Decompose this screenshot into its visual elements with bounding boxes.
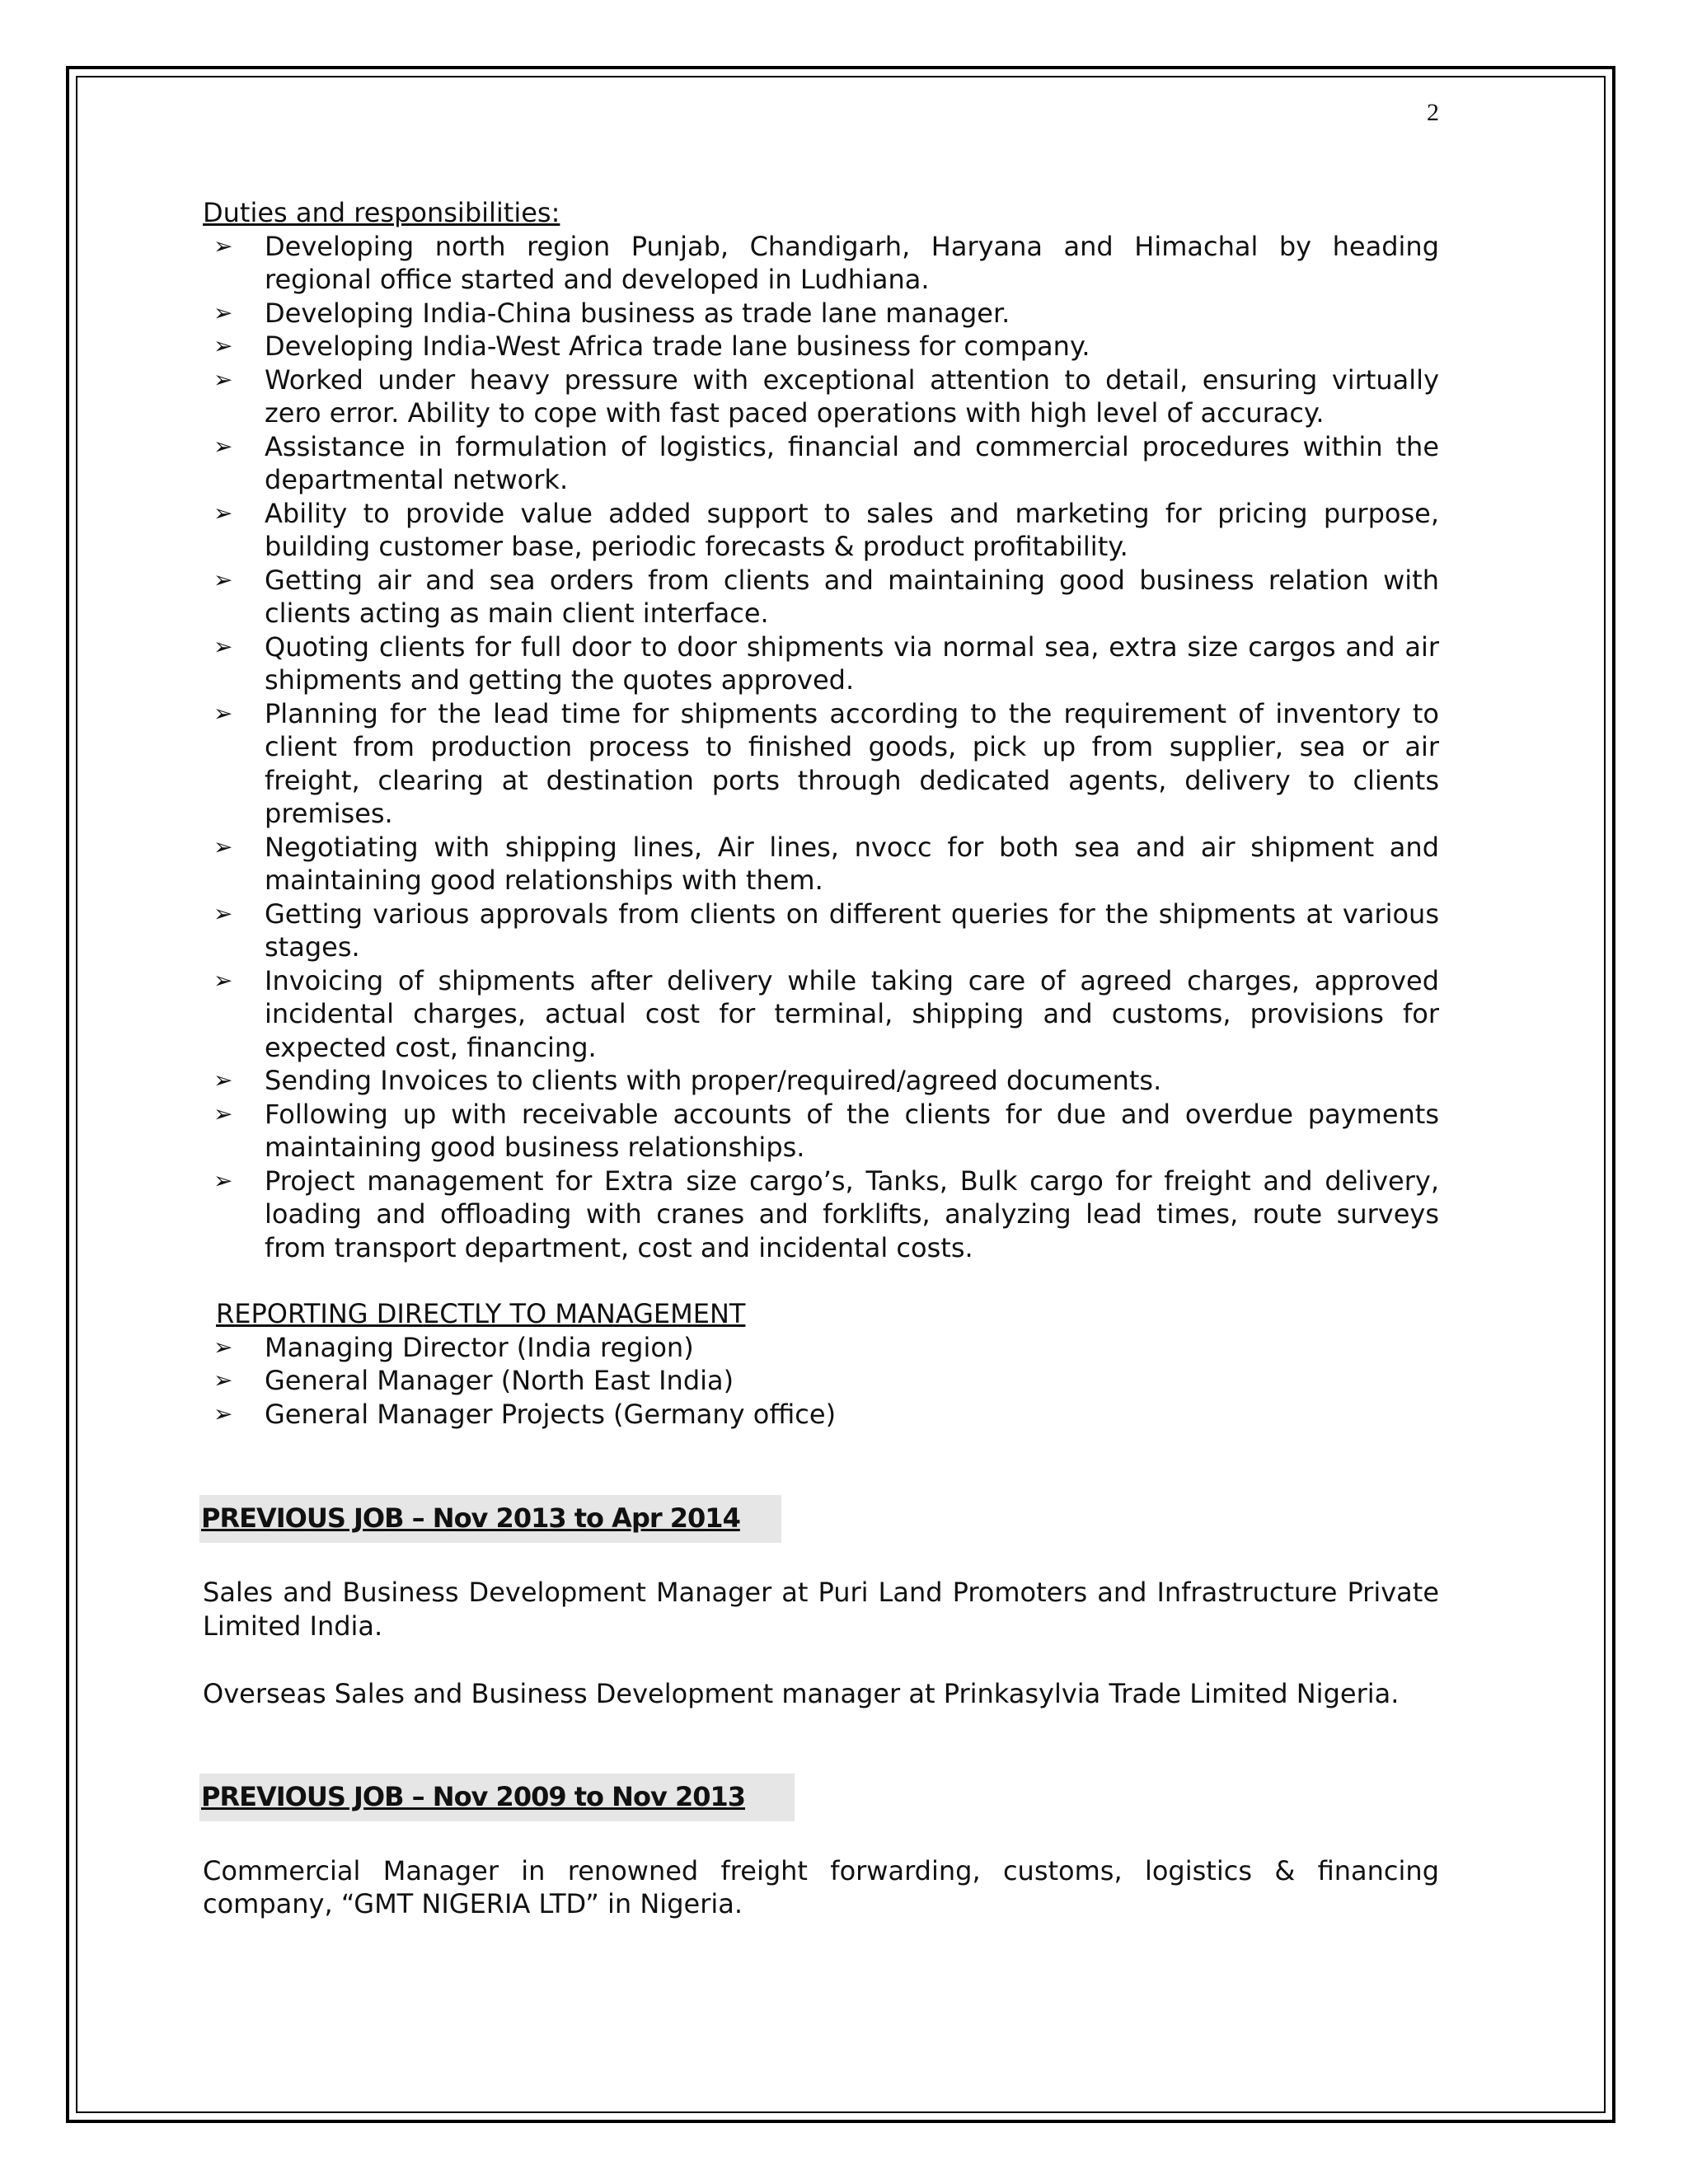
list-item: ➢ Project management for Extra size cargo’s, Tanks, Bulk cargo for freight and delivery, loading and offloading with cranes and forklifts, analyzing lead times, route surveys from transport department, cost and incidental costs. bbox=[213, 1165, 1439, 1263]
arrow-bullet-icon: ➢ bbox=[213, 1333, 233, 1361]
arrow-bullet-icon: ➢ bbox=[213, 1099, 233, 1127]
arrow-bullet-icon: ➢ bbox=[213, 1066, 233, 1094]
duties-list bbox=[203, 230, 1439, 1265]
list-item: ➢ Getting air and sea orders from clients and maintaining good business relation with clients acting as main client interface. bbox=[213, 564, 1439, 629]
list-item: ➢ Invoicing of shipments after delivery while taking care of agreed charges, approved incidental charges, actual cost for terminal, shipping and customs, provisions for expected cost, financing. bbox=[213, 964, 1439, 1063]
list-item: ➢ Following up with receivable accounts of the clients for due and overdue payments maintaining good business relationships. bbox=[213, 1098, 1439, 1163]
arrow-bullet-icon: ➢ bbox=[213, 499, 233, 527]
arrow-bullet-icon: ➢ bbox=[213, 699, 233, 727]
list-item: ➢ Developing India-West Africa trade lane business for company. bbox=[213, 330, 1090, 362]
list-item: ➢ Negotiating with shipping lines, Air lines, nvocc for both sea and air shipment and maintaining good relationships with them. bbox=[213, 831, 1439, 896]
arrow-bullet-icon: ➢ bbox=[213, 899, 233, 927]
reporting-heading: REPORTING DIRECTLY TO MANAGEMENT bbox=[216, 1298, 746, 1329]
arrow-bullet-icon: ➢ bbox=[213, 332, 233, 359]
list-item: ➢ Managing Director (India region) bbox=[213, 1331, 694, 1363]
list-item: ➢ Quoting clients for full door to door shipments via normal sea, extra size cargos and air shipments and getting the quotes approved. bbox=[213, 630, 1439, 696]
list-item: ➢ Worked under heavy pressure with exceptional attention to detail, ensuring virtually zero error. Ability to cope with fast paced operations with high level of accuracy. bbox=[213, 363, 1439, 429]
list-item: ➢ Developing India-China business as trade lane manager. bbox=[213, 297, 1010, 329]
document-body bbox=[203, 196, 1439, 1921]
arrow-bullet-icon: ➢ bbox=[213, 1166, 233, 1194]
list-item: ➢ Sending Invoices to clients with proper/required/agreed documents. bbox=[213, 1065, 1162, 1096]
previous-job-2-heading: PREVIOUS JOB – Nov 2009 to Nov 2013 bbox=[199, 1774, 795, 1821]
list-item: ➢ Planning for the lead time for shipments according to the requirement of inventory to client from production process to finished goods, pick up from supplier, sea or air freight, clearing at destination ports through dedicated agents, delivery to clients premises. bbox=[213, 697, 1439, 829]
previous-job-2-paragraph-1: Commercial Manager in renowned freight forwarding, customs, logistics & financing company, “GMT NIGERIA LTD” in Nigeria. bbox=[203, 1854, 1439, 1919]
list-item: ➢ Developing north region Punjab, Chandigarh, Haryana and Himachal by heading regional office started and developed in Ludhiana. bbox=[213, 230, 1439, 295]
page-number: 2 bbox=[1427, 99, 1439, 126]
list-item: ➢ Getting various approvals from clients on different queries for the shipments at various stages. bbox=[213, 898, 1439, 963]
arrow-bullet-icon: ➢ bbox=[213, 298, 233, 326]
previous-job-1-paragraph-2: Overseas Sales and Business Development manager at Prinkasylvia Trade Limited Nigeria. bbox=[203, 1678, 1400, 1709]
arrow-bullet-icon: ➢ bbox=[213, 565, 233, 593]
arrow-bullet-icon: ➢ bbox=[213, 832, 233, 860]
list-item: ➢ General Manager (North East India) bbox=[213, 1365, 734, 1396]
list-item: ➢ Assistance in formulation of logistics, financial and commercial procedures within the departmental network. bbox=[213, 430, 1439, 495]
arrow-bullet-icon: ➢ bbox=[213, 1366, 233, 1394]
previous-job-1-paragraph-1: Sales and Business Development Manager at Puri Land Promoters and Infrastructure Private Limited India. bbox=[203, 1577, 1439, 1642]
duties-heading: Duties and responsibilities: bbox=[203, 197, 560, 228]
arrow-bullet-icon: ➢ bbox=[213, 432, 233, 460]
arrow-bullet-icon: ➢ bbox=[213, 232, 233, 260]
arrow-bullet-icon: ➢ bbox=[213, 966, 233, 994]
list-item: ➢ Ability to provide value added support to sales and marketing for pricing purpose, building customer base, periodic forecasts & product profitability. bbox=[213, 497, 1439, 562]
reporting-list bbox=[203, 1331, 1439, 1432]
arrow-bullet-icon: ➢ bbox=[213, 1399, 233, 1427]
arrow-bullet-icon: ➢ bbox=[213, 365, 233, 393]
list-item: ➢ General Manager Projects (Germany office) bbox=[213, 1398, 837, 1430]
previous-job-1-heading: PREVIOUS JOB – Nov 2013 to Apr 2014 bbox=[199, 1495, 781, 1543]
arrow-bullet-icon: ➢ bbox=[213, 632, 233, 660]
